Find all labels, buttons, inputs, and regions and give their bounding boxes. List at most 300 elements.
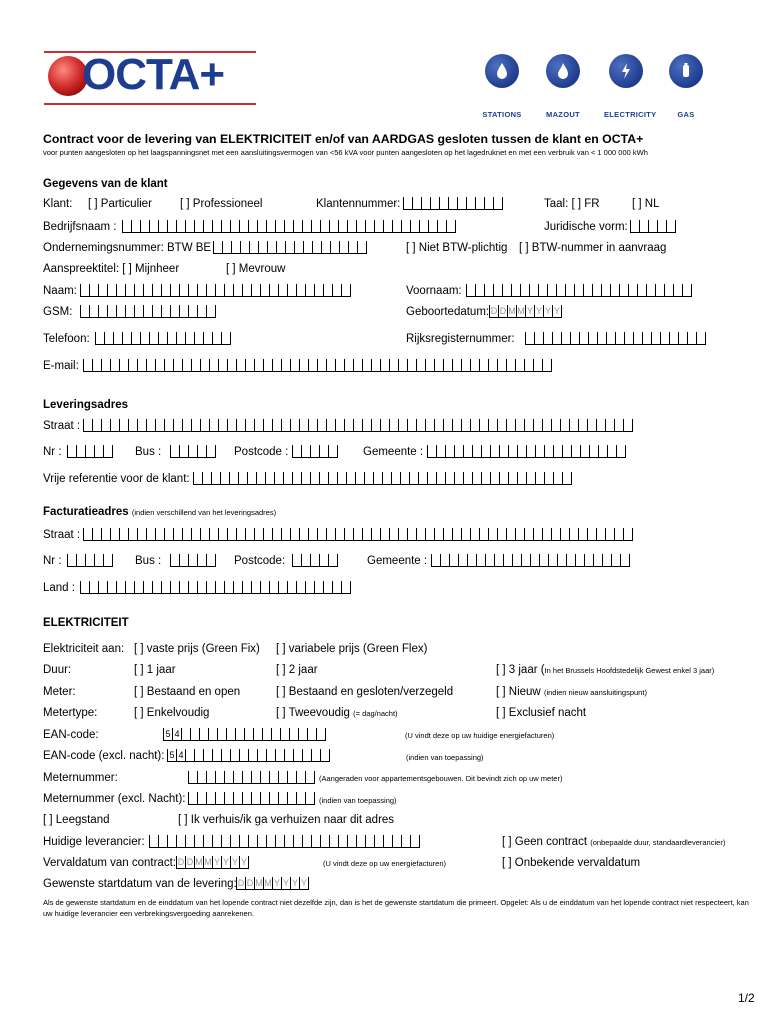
char-cell[interactable] (306, 771, 315, 784)
char-cell[interactable] (471, 359, 480, 372)
char-cell[interactable] (162, 284, 171, 297)
tweevoudig-checkbox[interactable] (276, 707, 398, 719)
char-cell[interactable] (225, 284, 234, 297)
leegstand-checkbox[interactable]: [ ] Leegstand (43, 814, 110, 826)
char-cell[interactable] (543, 419, 552, 432)
char-cell[interactable] (366, 835, 375, 848)
facturatie-postcode-input[interactable] (292, 554, 338, 567)
bestaand-gesloten-checkbox[interactable]: [ ] Bestaand en gesloten/verzegeld (276, 686, 454, 698)
char-cell[interactable] (312, 835, 321, 848)
char-cell[interactable] (180, 284, 189, 297)
char-cell[interactable] (293, 445, 302, 458)
char-cell[interactable] (93, 419, 102, 432)
char-cell[interactable] (315, 284, 324, 297)
levering-postcode-input[interactable] (292, 445, 338, 458)
char-cell[interactable] (90, 305, 99, 318)
char-cell[interactable] (168, 835, 177, 848)
char-cell[interactable] (259, 241, 268, 254)
char-cell[interactable] (288, 792, 297, 805)
char-cell[interactable] (561, 419, 570, 432)
char-cell[interactable] (521, 284, 530, 297)
char-cell[interactable] (288, 581, 297, 594)
char-cell[interactable] (629, 284, 638, 297)
char-cell[interactable] (234, 771, 243, 784)
char-cell[interactable] (572, 445, 581, 458)
gsm-input[interactable] (80, 305, 216, 318)
char-cell[interactable] (273, 528, 282, 541)
char-cell[interactable] (462, 359, 471, 372)
char-cell[interactable] (408, 528, 417, 541)
char-cell[interactable] (665, 284, 674, 297)
char-cell[interactable] (437, 445, 446, 458)
char-cell[interactable] (647, 284, 656, 297)
char-cell[interactable] (223, 241, 232, 254)
char-cell[interactable] (245, 728, 254, 741)
char-cell[interactable] (567, 554, 576, 567)
char-cell[interactable] (589, 332, 598, 345)
char-cell[interactable] (126, 305, 135, 318)
date-cell[interactable]: D (177, 857, 185, 867)
char-cell[interactable] (545, 445, 554, 458)
char-cell[interactable] (447, 220, 456, 233)
char-cell[interactable] (84, 359, 93, 372)
char-cell[interactable] (464, 472, 473, 485)
char-cell[interactable] (438, 220, 447, 233)
char-cell[interactable] (95, 554, 104, 567)
char-cell[interactable] (525, 359, 534, 372)
char-cell[interactable] (513, 554, 522, 567)
char-cell[interactable] (491, 472, 500, 485)
char-cell[interactable] (435, 528, 444, 541)
char-cell[interactable] (303, 749, 312, 762)
char-cell[interactable] (189, 792, 198, 805)
char-cell[interactable] (261, 792, 270, 805)
char-cell[interactable] (174, 359, 183, 372)
char-cell[interactable] (150, 332, 159, 345)
char-cell[interactable] (129, 359, 138, 372)
char-cell[interactable] (683, 284, 692, 297)
char-cell[interactable] (384, 220, 393, 233)
char-cell[interactable] (670, 332, 679, 345)
char-cell[interactable] (428, 472, 437, 485)
char-cell[interactable] (590, 445, 599, 458)
char-cell[interactable] (297, 581, 306, 594)
char-cell[interactable] (228, 419, 237, 432)
date-cell[interactable]: M (204, 857, 212, 867)
char-cell[interactable] (417, 419, 426, 432)
char-cell[interactable] (607, 332, 616, 345)
char-cell[interactable] (171, 284, 180, 297)
char-cell[interactable] (311, 554, 320, 567)
char-cell[interactable] (198, 554, 207, 567)
char-cell[interactable] (312, 220, 321, 233)
char-cell[interactable] (545, 472, 554, 485)
char-cell[interactable] (201, 359, 210, 372)
char-cell[interactable] (291, 359, 300, 372)
jaar3-checkbox[interactable] (496, 664, 714, 676)
char-cell[interactable] (290, 728, 299, 741)
char-cell[interactable] (195, 332, 204, 345)
char-cell[interactable] (86, 445, 95, 458)
char-cell[interactable] (297, 792, 306, 805)
char-cell[interactable] (486, 554, 495, 567)
char-cell[interactable] (318, 419, 327, 432)
char-cell[interactable] (261, 771, 270, 784)
char-cell[interactable] (207, 305, 216, 318)
char-cell[interactable] (191, 728, 200, 741)
char-cell[interactable] (444, 528, 453, 541)
vervaldatum-input[interactable] (176, 856, 249, 869)
levering-gemeente-input[interactable] (427, 445, 626, 458)
char-cell[interactable] (652, 332, 661, 345)
char-cell[interactable] (219, 359, 228, 372)
char-cell[interactable] (345, 419, 354, 432)
char-cell[interactable] (123, 220, 132, 233)
char-cell[interactable] (255, 528, 264, 541)
char-cell[interactable] (111, 419, 120, 432)
char-cell[interactable] (288, 771, 297, 784)
char-cell[interactable] (606, 528, 615, 541)
levering-nr-input[interactable] (67, 445, 113, 458)
char-cell[interactable] (222, 835, 231, 848)
date-cell[interactable]: D (499, 306, 507, 316)
char-cell[interactable] (320, 445, 329, 458)
char-cell[interactable] (458, 197, 467, 210)
char-cell[interactable] (284, 472, 293, 485)
char-cell[interactable] (349, 241, 358, 254)
char-cell[interactable] (526, 332, 535, 345)
char-cell[interactable] (210, 528, 219, 541)
char-cell[interactable] (213, 332, 222, 345)
char-cell[interactable] (656, 284, 665, 297)
char-cell[interactable] (159, 835, 168, 848)
char-cell[interactable] (321, 749, 330, 762)
char-cell[interactable] (108, 284, 117, 297)
char-cell[interactable] (410, 472, 419, 485)
char-cell[interactable] (485, 197, 494, 210)
char-cell[interactable] (312, 749, 321, 762)
char-cell[interactable] (200, 728, 209, 741)
char-cell[interactable] (159, 220, 168, 233)
char-cell[interactable] (207, 445, 216, 458)
char-cell[interactable] (297, 284, 306, 297)
char-cell[interactable] (293, 472, 302, 485)
char-cell[interactable] (473, 472, 482, 485)
char-cell[interactable] (156, 359, 165, 372)
char-cell[interactable] (679, 332, 688, 345)
char-cell[interactable] (616, 332, 625, 345)
char-cell[interactable] (270, 581, 279, 594)
char-cell[interactable] (543, 359, 552, 372)
char-cell[interactable] (189, 284, 198, 297)
char-cell[interactable] (620, 284, 629, 297)
char-cell[interactable] (279, 284, 288, 297)
char-cell[interactable] (198, 771, 207, 784)
char-cell[interactable] (282, 359, 291, 372)
char-cell[interactable] (252, 771, 261, 784)
char-cell[interactable] (518, 445, 527, 458)
char-cell[interactable] (309, 528, 318, 541)
char-cell[interactable] (309, 419, 318, 432)
char-cell[interactable] (84, 419, 93, 432)
char-cell[interactable] (426, 419, 435, 432)
char-cell[interactable] (77, 554, 86, 567)
char-cell[interactable] (336, 528, 345, 541)
char-cell[interactable] (213, 749, 222, 762)
char-cell[interactable] (221, 472, 230, 485)
char-cell[interactable] (329, 445, 338, 458)
date-cell[interactable]: Y (535, 306, 542, 316)
char-cell[interactable] (153, 581, 162, 594)
char-cell[interactable] (426, 528, 435, 541)
char-cell[interactable] (240, 220, 249, 233)
char-cell[interactable] (624, 528, 633, 541)
char-cell[interactable] (153, 284, 162, 297)
nieuw-checkbox[interactable] (496, 686, 647, 698)
char-cell[interactable] (234, 284, 243, 297)
char-cell[interactable] (697, 332, 706, 345)
char-cell[interactable] (285, 749, 294, 762)
char-cell[interactable] (525, 419, 534, 432)
char-cell[interactable] (536, 472, 545, 485)
naam-input[interactable] (80, 284, 351, 297)
char-cell[interactable] (99, 581, 108, 594)
char-cell[interactable] (575, 284, 584, 297)
char-cell[interactable] (218, 728, 227, 741)
char-cell[interactable] (291, 419, 300, 432)
char-cell[interactable] (476, 197, 485, 210)
facturatie-nr-input[interactable] (67, 554, 113, 567)
char-cell[interactable] (207, 771, 216, 784)
char-cell[interactable] (237, 419, 246, 432)
char-cell[interactable] (431, 197, 440, 210)
char-cell[interactable] (489, 419, 498, 432)
char-cell[interactable] (135, 305, 144, 318)
char-cell[interactable] (268, 241, 277, 254)
email-input[interactable] (83, 359, 552, 372)
char-cell[interactable] (165, 419, 174, 432)
startdatum-input[interactable] (236, 877, 309, 890)
char-cell[interactable] (494, 284, 503, 297)
char-cell[interactable] (363, 528, 372, 541)
klantennummer-input[interactable] (403, 197, 503, 210)
rijksregister-input[interactable] (525, 332, 706, 345)
char-cell[interactable] (207, 792, 216, 805)
date-cell[interactable]: Y (273, 878, 280, 888)
char-cell[interactable] (313, 241, 322, 254)
char-cell[interactable]: 5 (164, 728, 173, 741)
char-cell[interactable] (535, 332, 544, 345)
char-cell[interactable] (267, 749, 276, 762)
char-cell[interactable] (561, 528, 570, 541)
char-cell[interactable] (252, 284, 261, 297)
char-cell[interactable] (446, 445, 455, 458)
char-cell[interactable] (498, 419, 507, 432)
char-cell[interactable] (566, 284, 575, 297)
char-cell[interactable] (688, 332, 697, 345)
char-cell[interactable] (588, 419, 597, 432)
telefoon-input[interactable] (95, 332, 231, 345)
char-cell[interactable] (585, 554, 594, 567)
jaar1-checkbox[interactable]: [ ] 1 jaar (134, 664, 176, 676)
char-cell[interactable] (318, 359, 327, 372)
char-cell[interactable] (504, 554, 513, 567)
char-cell[interactable] (554, 472, 563, 485)
date-cell[interactable]: Y (213, 857, 220, 867)
char-cell[interactable] (108, 305, 117, 318)
char-cell[interactable] (302, 472, 311, 485)
taal-fr-checkbox[interactable]: Taal: [ ] FR (544, 198, 600, 210)
char-cell[interactable] (363, 359, 372, 372)
char-cell[interactable] (90, 284, 99, 297)
char-cell[interactable] (228, 359, 237, 372)
char-cell[interactable] (204, 332, 213, 345)
char-cell[interactable] (381, 419, 390, 432)
char-cell[interactable] (81, 581, 90, 594)
char-cell[interactable] (597, 419, 606, 432)
char-cell[interactable] (261, 284, 270, 297)
char-cell[interactable] (599, 445, 608, 458)
char-cell[interactable] (243, 771, 252, 784)
char-cell[interactable] (279, 771, 288, 784)
char-cell[interactable] (331, 241, 340, 254)
char-cell[interactable] (102, 419, 111, 432)
char-cell[interactable] (593, 284, 602, 297)
char-cell[interactable] (649, 220, 658, 233)
char-cell[interactable] (171, 445, 180, 458)
char-cell[interactable] (141, 332, 150, 345)
char-cell[interactable] (68, 445, 77, 458)
char-cell[interactable] (631, 220, 640, 233)
date-cell[interactable]: Y (291, 878, 298, 888)
char-cell[interactable] (446, 472, 455, 485)
char-cell[interactable] (311, 445, 320, 458)
char-cell[interactable] (339, 835, 348, 848)
char-cell[interactable] (264, 528, 273, 541)
char-cell[interactable] (186, 749, 195, 762)
char-cell[interactable] (162, 305, 171, 318)
char-cell[interactable] (393, 220, 402, 233)
char-cell[interactable] (527, 445, 536, 458)
char-cell[interactable] (500, 472, 509, 485)
char-cell[interactable] (455, 445, 464, 458)
char-cell[interactable] (304, 241, 313, 254)
char-cell[interactable] (165, 528, 174, 541)
char-cell[interactable] (96, 332, 105, 345)
char-cell[interactable] (225, 792, 234, 805)
char-cell[interactable] (192, 528, 201, 541)
char-cell[interactable] (104, 554, 113, 567)
char-cell[interactable] (252, 581, 261, 594)
char-cell[interactable] (419, 472, 428, 485)
date-cell[interactable]: M (264, 878, 272, 888)
char-cell[interactable] (210, 419, 219, 432)
char-cell[interactable] (480, 528, 489, 541)
huidige-leverancier-input[interactable] (149, 835, 420, 848)
char-cell[interactable] (375, 835, 384, 848)
char-cell[interactable] (189, 771, 198, 784)
char-cell[interactable] (219, 528, 228, 541)
char-cell[interactable] (606, 419, 615, 432)
char-cell[interactable] (227, 728, 236, 741)
char-cell[interactable] (279, 792, 288, 805)
char-cell[interactable] (480, 359, 489, 372)
char-cell[interactable] (203, 472, 212, 485)
char-cell[interactable] (489, 359, 498, 372)
facturatie-bus-input[interactable] (170, 554, 216, 567)
char-cell[interactable] (264, 359, 273, 372)
char-cell[interactable] (291, 528, 300, 541)
char-cell[interactable] (315, 581, 324, 594)
char-cell[interactable] (308, 728, 317, 741)
char-cell[interactable] (216, 284, 225, 297)
char-cell[interactable] (252, 792, 261, 805)
char-cell[interactable] (608, 445, 617, 458)
char-cell[interactable] (480, 419, 489, 432)
char-cell[interactable] (277, 241, 286, 254)
char-cell[interactable] (273, 359, 282, 372)
char-cell[interactable] (306, 284, 315, 297)
char-cell[interactable] (86, 554, 95, 567)
char-cell[interactable] (132, 332, 141, 345)
char-cell[interactable] (84, 528, 93, 541)
date-cell[interactable]: Y (553, 306, 560, 316)
char-cell[interactable] (105, 332, 114, 345)
char-cell[interactable] (643, 332, 652, 345)
char-cell[interactable] (411, 835, 420, 848)
char-cell[interactable]: 4 (177, 749, 186, 762)
char-cell[interactable] (250, 241, 259, 254)
char-cell[interactable] (531, 554, 540, 567)
char-cell[interactable] (267, 220, 276, 233)
char-cell[interactable] (138, 419, 147, 432)
char-cell[interactable] (543, 528, 552, 541)
char-cell[interactable] (279, 581, 288, 594)
char-cell[interactable] (159, 332, 168, 345)
meternummer-input[interactable] (188, 771, 315, 784)
char-cell[interactable] (177, 835, 186, 848)
jaar2-checkbox[interactable]: [ ] 2 jaar (276, 664, 318, 676)
char-cell[interactable] (303, 220, 312, 233)
char-cell[interactable] (171, 581, 180, 594)
char-cell[interactable] (214, 241, 223, 254)
char-cell[interactable] (390, 419, 399, 432)
char-cell[interactable] (658, 220, 667, 233)
char-cell[interactable] (477, 554, 486, 567)
char-cell[interactable] (640, 220, 649, 233)
char-cell[interactable] (581, 445, 590, 458)
char-cell[interactable] (144, 305, 153, 318)
char-cell[interactable] (330, 835, 339, 848)
char-cell[interactable] (222, 749, 231, 762)
char-cell[interactable]: 5 (168, 749, 177, 762)
date-cell[interactable]: Y (544, 306, 551, 316)
char-cell[interactable] (165, 359, 174, 372)
char-cell[interactable] (230, 472, 239, 485)
char-cell[interactable] (150, 220, 159, 233)
char-cell[interactable] (342, 581, 351, 594)
char-cell[interactable] (327, 419, 336, 432)
char-cell[interactable] (611, 284, 620, 297)
char-cell[interactable] (432, 554, 441, 567)
char-cell[interactable] (120, 359, 129, 372)
char-cell[interactable] (248, 472, 257, 485)
professioneel-checkbox[interactable]: [ ] Professioneel (180, 198, 263, 210)
char-cell[interactable] (357, 835, 366, 848)
char-cell[interactable] (276, 835, 285, 848)
bestaand-open-checkbox[interactable]: [ ] Bestaand en open (134, 686, 241, 698)
mijnheer-checkbox[interactable]: Aanspreektitel: [ ] Mijnheer (43, 263, 180, 275)
